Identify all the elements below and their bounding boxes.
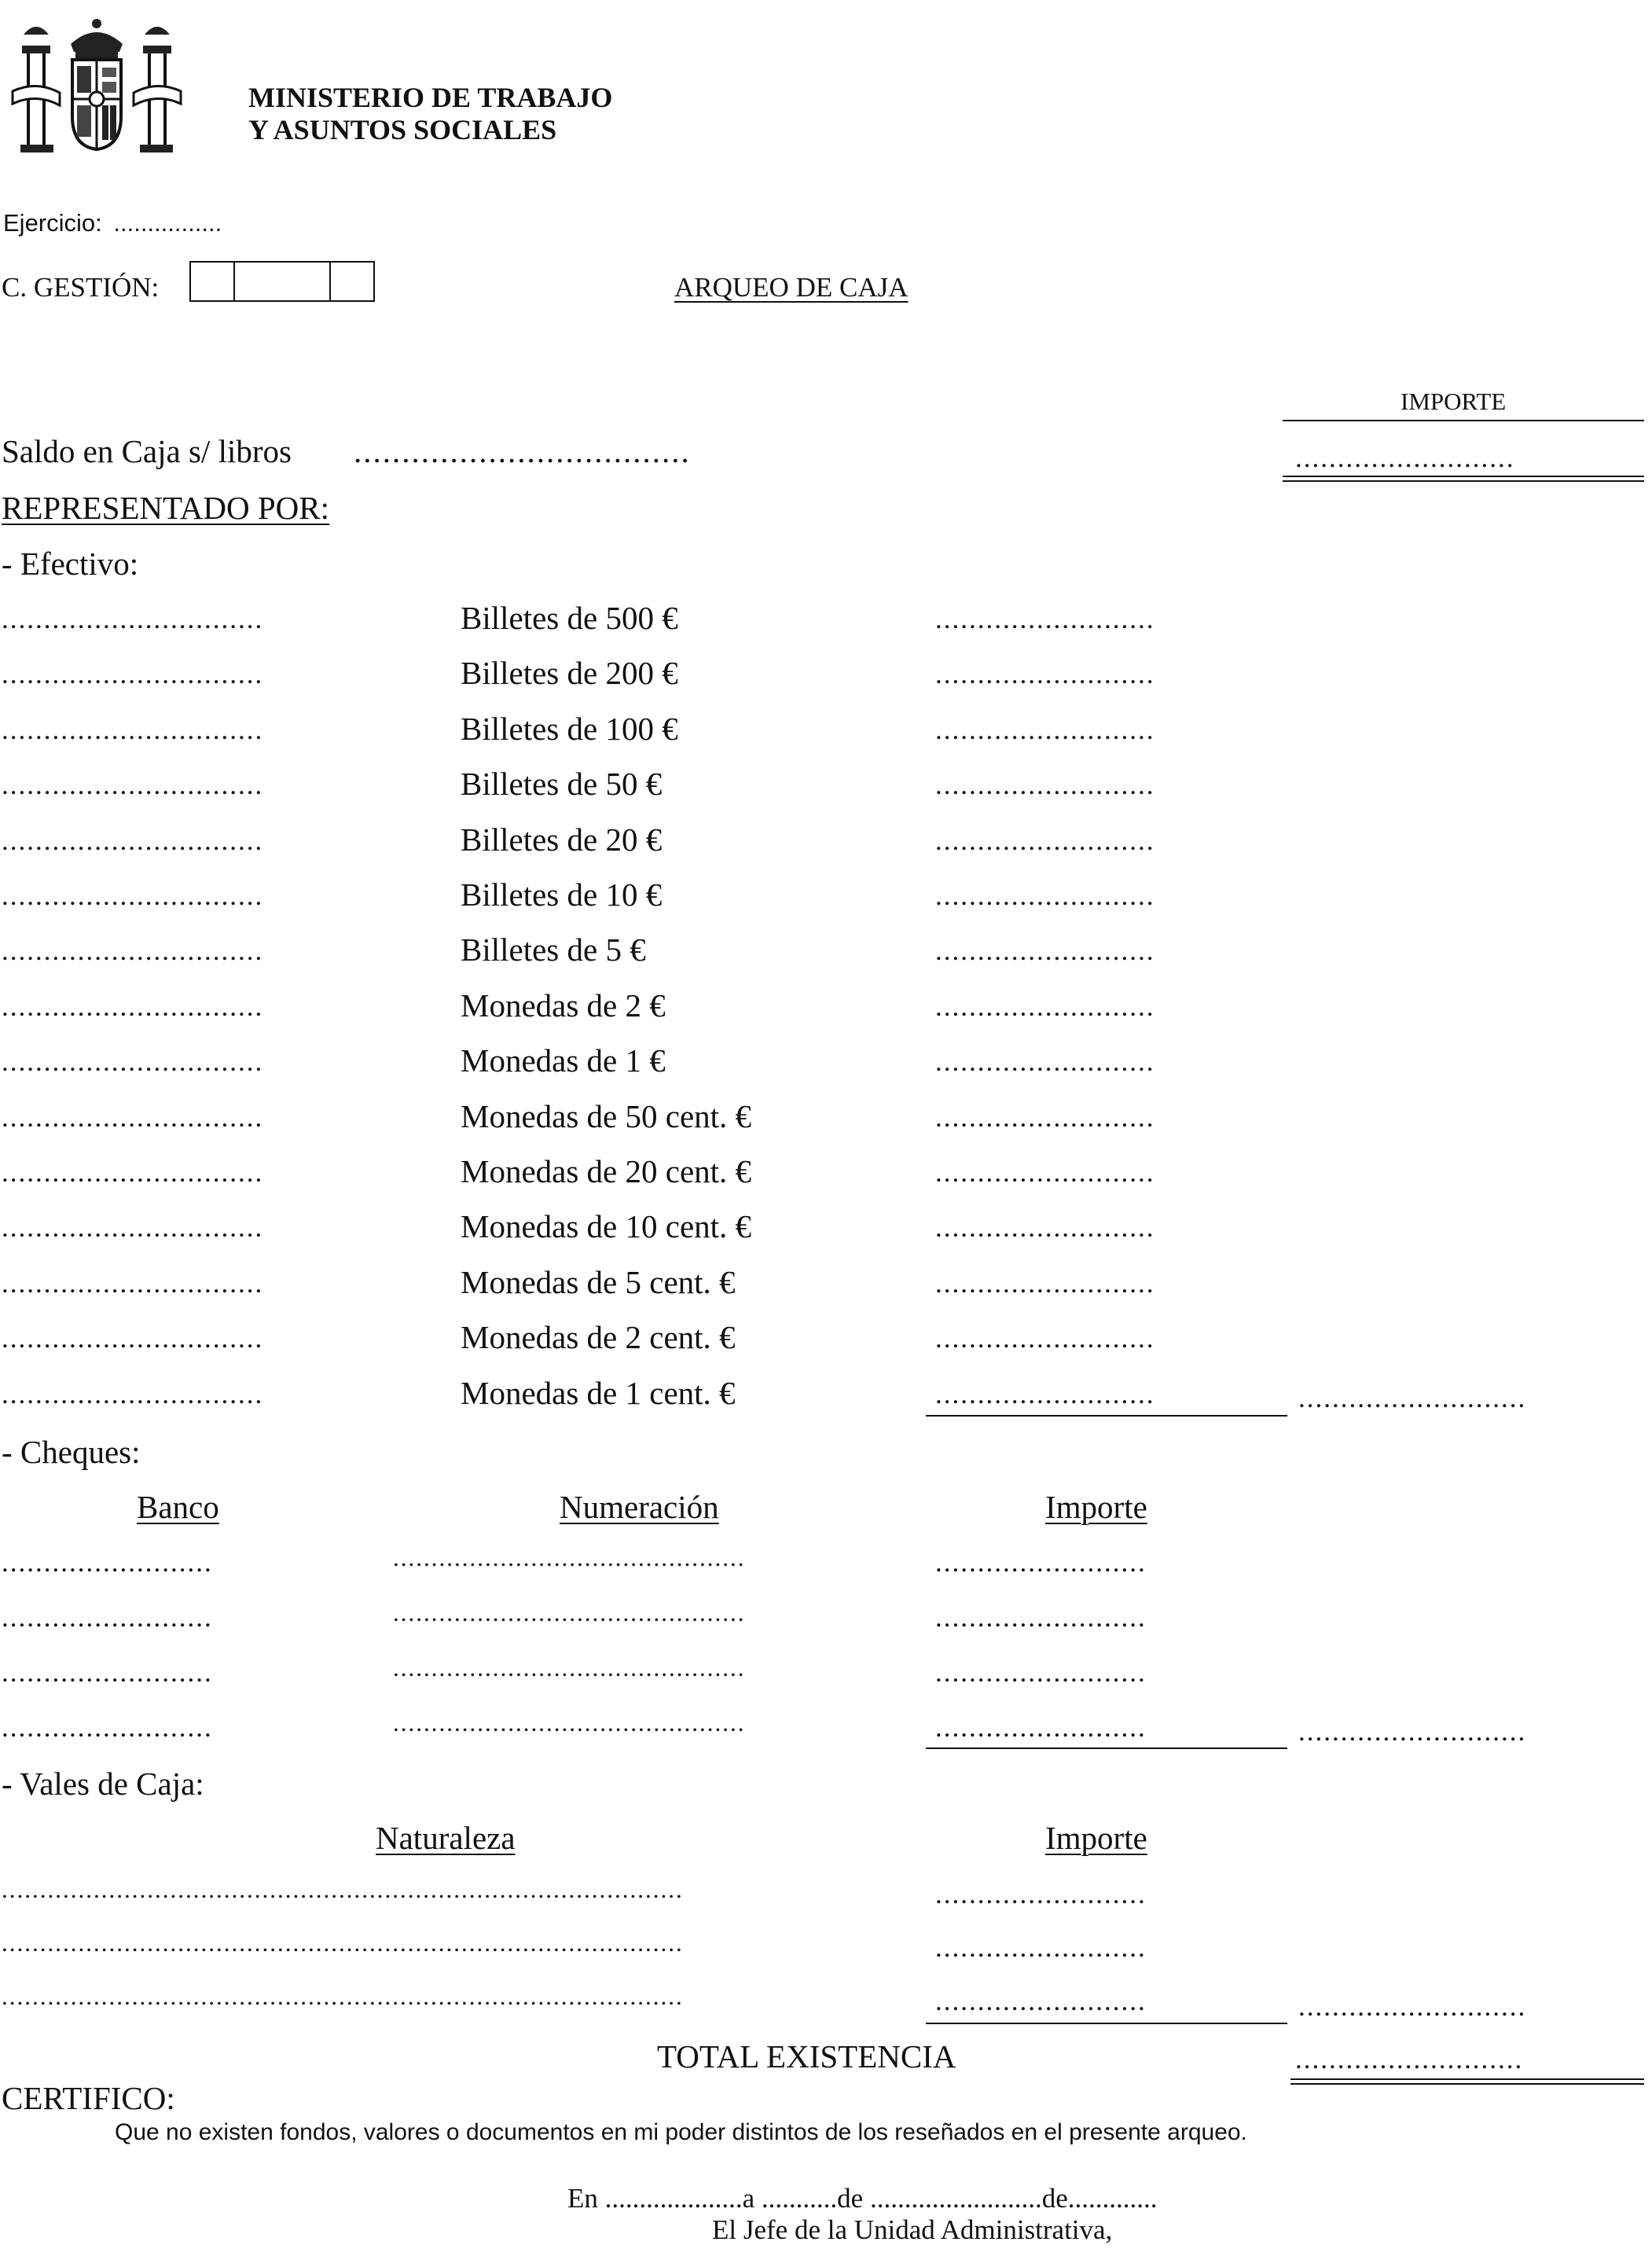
- certifico-text: Que no existen fondos, valores o documentos en mi poder distintos de los reseñados en el presente arqueo.: [115, 2119, 1247, 2145]
- ejercicio-label: Ejercicio:: [3, 209, 102, 237]
- efectivo-amount-leader: ..........................: [935, 1323, 1155, 1354]
- efectivo-amount-leader: ..........................: [935, 770, 1155, 801]
- representado-label: REPRESENTADO POR:: [2, 490, 330, 526]
- efectivo-qty-leader: ...............................: [2, 1157, 264, 1188]
- saldo-underline-1: [1283, 476, 1644, 477]
- efectivo-qty-leader: ...............................: [2, 1101, 264, 1133]
- gestion-box-2: [233, 261, 331, 302]
- cheque-numeracion-leader: ..............................................: [393, 1544, 746, 1571]
- efectivo-qty-leader: ...............................: [2, 1267, 264, 1299]
- efectivo-amount-leader: ..........................: [935, 990, 1155, 1022]
- efectivo-qty-leader: ...............................: [2, 1323, 264, 1354]
- efectivo-denomination-label: Monedas de 1 €: [461, 1042, 666, 1079]
- ejercicio-value: ................: [113, 209, 222, 237]
- gestion-box-3: [329, 261, 375, 302]
- efectivo-subtotal: ...........................: [1298, 1383, 1527, 1413]
- cheques-label: - Cheques:: [2, 1434, 141, 1470]
- total-value: ...........................: [1295, 2044, 1524, 2074]
- efectivo-amount-leader: ..........................: [935, 825, 1155, 856]
- cheque-numeracion-leader: ..............................................: [393, 1599, 746, 1626]
- cheque-importe-leader: .........................: [935, 1547, 1147, 1578]
- efectivo-qty-leader: ...............................: [2, 880, 264, 911]
- efectivo-denomination-label: Billetes de 20 €: [461, 821, 663, 858]
- cheques-col-numeracion: Numeración: [560, 1489, 719, 1525]
- total-underline-1: [1290, 2078, 1644, 2080]
- efectivo-amount-leader: ..........................: [935, 935, 1155, 967]
- cheques-col-importe: Importe: [1045, 1489, 1147, 1525]
- ministry-line-2: Y ASUNTOS SOCIALES: [248, 114, 557, 145]
- cheque-numeracion-leader: ..............................................: [393, 1654, 746, 1681]
- spain-coat-of-arms-icon: [9, 14, 184, 154]
- efectivo-denomination-label: Monedas de 5 cent. €: [461, 1263, 736, 1300]
- vale-importe-leader: .........................: [935, 1986, 1147, 2016]
- efectivo-qty-leader: ...............................: [2, 1046, 264, 1078]
- vale-naturaleza-leader: .........................................................................................: [2, 1876, 684, 1903]
- cheque-banco-leader: .........................: [2, 1657, 213, 1688]
- gestion-box-1: [189, 261, 235, 302]
- ejercicio-field: [3, 209, 222, 237]
- efectivo-qty-leader: ...............................: [2, 935, 264, 967]
- efectivo-amount-leader: ..........................: [935, 1212, 1155, 1244]
- efectivo-subtotal-line: [926, 1415, 1287, 1417]
- efectivo-denomination-label: Billetes de 500 €: [461, 600, 678, 636]
- cheque-banco-leader: .........................: [2, 1712, 213, 1743]
- efectivo-amount-leader: ..........................: [935, 659, 1155, 690]
- signature-signer: El Jefe de la Unidad Administrativa,: [712, 2214, 1113, 2245]
- cheque-importe-leader: .........................: [935, 1712, 1147, 1743]
- vales-col-naturaleza: Naturaleza: [376, 1820, 516, 1856]
- saldo-underline-2: [1283, 480, 1644, 482]
- vale-importe-leader: .........................: [935, 1932, 1147, 1963]
- efectivo-denomination-label: Billetes de 5 €: [461, 932, 646, 968]
- saldo-leader: ...................................: [354, 433, 691, 469]
- efectivo-amount-leader: ..........................: [935, 1267, 1155, 1299]
- efectivo-qty-leader: ...............................: [2, 604, 264, 634]
- efectivo-amount-leader: ..........................: [935, 604, 1155, 634]
- saldo-label: Saldo en Caja s/ libros: [2, 433, 292, 469]
- efectivo-denomination-label: Monedas de 2 cent. €: [461, 1319, 736, 1356]
- vales-subtotal-line: [926, 2023, 1287, 2024]
- total-underline-2: [1290, 2083, 1644, 2085]
- cheques-subtotal-line: [926, 1747, 1287, 1749]
- efectivo-amount-leader: ..........................: [935, 1101, 1155, 1133]
- cheque-banco-leader: .........................: [2, 1602, 213, 1633]
- efectivo-qty-leader: ...............................: [2, 770, 264, 801]
- efectivo-denomination-label: Monedas de 20 cent. €: [461, 1153, 752, 1189]
- cheques-col-banco: Banco: [137, 1489, 219, 1525]
- ministry-line-1: MINISTERIO DE TRABAJO: [248, 82, 613, 113]
- efectivo-denomination-label: Monedas de 50 cent. €: [461, 1097, 752, 1134]
- efectivo-amount-leader: ..........................: [935, 1378, 1155, 1409]
- vale-naturaleza-leader: .........................................................................................: [2, 1929, 684, 1957]
- ministry-name: [248, 82, 612, 146]
- vales-label: - Vales de Caja:: [2, 1766, 204, 1802]
- gestion-label: C. GESTIÓN:: [2, 272, 160, 303]
- vale-importe-leader: .........................: [935, 1879, 1147, 1909]
- efectivo-amount-leader: ..........................: [935, 1157, 1155, 1188]
- efectivo-qty-leader: ...............................: [2, 990, 264, 1022]
- form-title: ARQUEO DE CAJA: [674, 272, 909, 303]
- efectivo-qty-leader: ...............................: [2, 714, 264, 745]
- efectivo-denomination-label: Monedas de 10 cent. €: [461, 1208, 752, 1245]
- efectivo-denomination-label: Billetes de 50 €: [461, 766, 663, 803]
- vale-naturaleza-leader: .........................................................................................: [2, 1983, 684, 2010]
- saldo-value: ..........................: [1295, 443, 1515, 473]
- efectivo-amount-leader: ..........................: [935, 880, 1155, 911]
- efectivo-amount-leader: ..........................: [935, 714, 1155, 745]
- efectivo-denomination-label: Billetes de 10 €: [461, 876, 663, 913]
- efectivo-label: - Efectivo:: [2, 546, 139, 582]
- efectivo-denomination-label: Billetes de 100 €: [461, 710, 678, 747]
- signature-place-date: En ....................a ...........de .........................de.............: [567, 2183, 1158, 2214]
- cheque-numeracion-leader: ..............................................: [393, 1709, 746, 1736]
- efectivo-qty-leader: ...............................: [2, 1378, 264, 1409]
- cheque-importe-leader: .........................: [935, 1602, 1147, 1633]
- certifico-label: CERTIFICO:: [2, 2080, 175, 2116]
- vales-col-importe: Importe: [1045, 1820, 1147, 1856]
- importe-header: IMPORTE: [1401, 388, 1507, 415]
- cheque-importe-leader: .........................: [935, 1657, 1147, 1688]
- vales-subtotal: ...........................: [1298, 1991, 1527, 2022]
- total-label: TOTAL EXISTENCIA: [657, 2038, 956, 2074]
- cheque-banco-leader: .........................: [2, 1547, 213, 1578]
- efectivo-denomination-label: Monedas de 1 cent. €: [461, 1374, 736, 1411]
- efectivo-qty-leader: ...............................: [2, 1212, 264, 1244]
- efectivo-denomination-label: Monedas de 2 €: [461, 987, 666, 1023]
- efectivo-amount-leader: ..........................: [935, 1046, 1155, 1078]
- efectivo-qty-leader: ...............................: [2, 825, 264, 856]
- importe-header-line: [1283, 420, 1644, 421]
- efectivo-denomination-label: Billetes de 200 €: [461, 655, 678, 692]
- cheques-subtotal: ...........................: [1298, 1716, 1527, 1747]
- efectivo-qty-leader: ...............................: [2, 659, 264, 690]
